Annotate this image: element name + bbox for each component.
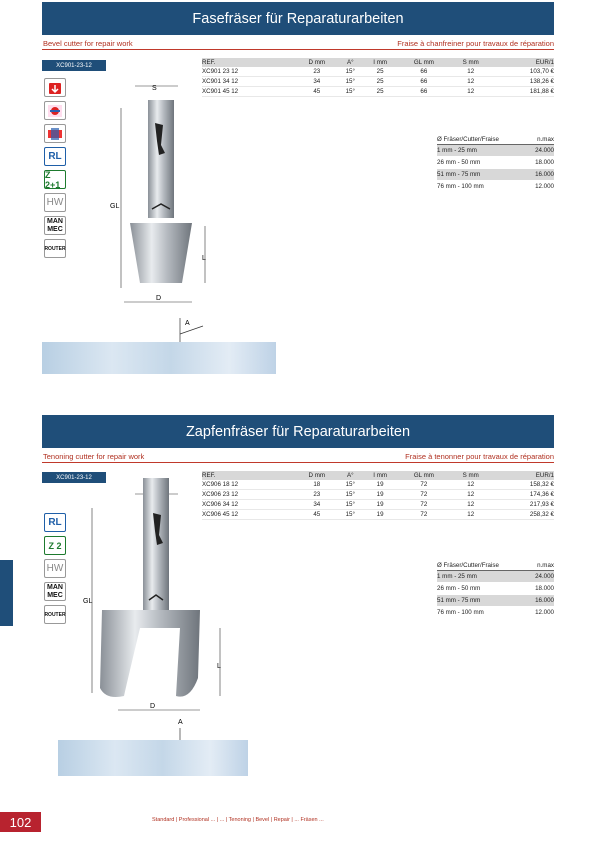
cell-a: 15° [338,490,362,500]
speed-col-nmax: n.max [527,560,554,571]
cell-gl: 72 [398,510,450,520]
rotation-rl-icon: RL [44,513,66,532]
dim-gl-label: GL [83,598,93,605]
cell-ref: XC906 45 12 [202,510,295,520]
table-row [202,480,554,490]
speed-row [437,157,554,169]
cell-price: 217,93 € [492,500,554,510]
table-row [202,77,554,87]
cell-price: 103,70 € [492,67,554,77]
section2-speed-table [437,560,554,619]
cell-d: 18 [295,480,338,490]
cutter-type-icon [44,101,66,120]
dim-d-label: D [150,703,156,710]
section1-title: Fasefräser für Reparaturarbeiten [42,2,554,35]
cell-ref: XC906 34 12 [202,500,295,510]
speed-value: 16.000 [527,595,554,607]
table-row [202,510,554,520]
cell-gl: 72 [398,490,450,500]
section1-speed-table [437,134,554,193]
dim-a-label: A [185,320,190,327]
chapter-side-tab [0,560,13,626]
speed-row [437,571,554,583]
cell-i: 19 [362,510,398,520]
col-d: D mm [295,58,338,67]
teeth-count-icon: Z 2 [44,536,66,555]
cell-s: 12 [450,87,492,97]
cell-s: 12 [450,480,492,490]
section2-product-table [202,471,554,520]
wood-type-icon [44,124,66,143]
col-i: I mm [362,471,398,480]
section2-subtitle-fr: Fraise à tenonner pour travaux de réparation [405,452,554,461]
col-d: D mm [295,471,338,480]
cell-d: 34 [295,500,338,510]
table-header-row [202,58,554,67]
speed-range: 76 mm - 100 mm [437,607,527,619]
col-gl: GL mm [398,471,450,480]
speed-value: 12.000 [527,607,554,619]
speed-range: 1 mm - 25 mm [437,145,527,157]
col-ref: REF. [202,58,295,67]
cell-price: 158,32 € [492,480,554,490]
cell-a: 15° [338,510,362,520]
tenoning-cutter-drawing [80,478,230,743]
cell-s: 12 [450,510,492,520]
cell-ref: XC906 23 12 [202,490,295,500]
speed-row [437,607,554,619]
speed-col-diameter: Ø Fräser/Cutter/Fraise [437,134,527,145]
cell-gl: 66 [398,87,450,97]
table-row [202,87,554,97]
cell-gl: 66 [398,77,450,87]
cell-a: 15° [338,480,362,490]
speed-value: 24.000 [527,571,554,583]
cell-ref: XC901 23 12 [202,67,295,77]
col-a: A° [338,471,362,480]
dim-a-label: A [178,719,183,726]
cell-gl: 66 [398,67,450,77]
section2-divider [42,462,554,463]
cell-price: 138,26 € [492,77,554,87]
hw-material-icon: HW [44,559,66,578]
section2-icons [44,513,68,628]
router-icon: ROUTER [44,239,66,258]
dim-l-label: L [202,255,206,262]
section1-product-table [202,58,554,97]
cell-d: 23 [295,67,338,77]
col-i: I mm [362,58,398,67]
dim-d-label: D [156,295,162,302]
table-row [202,500,554,510]
cell-d: 34 [295,77,338,87]
cell-a: 15° [338,500,362,510]
speed-row [437,583,554,595]
section1-subtitle-en: Bevel cutter for repair work [43,39,133,48]
cell-ref: XC906 18 12 [202,480,295,490]
speed-range: 76 mm - 100 mm [437,181,527,193]
speed-row [437,595,554,607]
cell-i: 19 [362,480,398,490]
cell-i: 19 [362,490,398,500]
cell-ref: XC901 45 12 [202,87,295,97]
col-s: S mm [450,58,492,67]
workpiece-wood [42,342,276,374]
dim-l-label: L [217,663,221,670]
col-s: S mm [450,471,492,480]
speed-row [437,169,554,181]
cell-gl: 72 [398,480,450,490]
speed-row [437,145,554,157]
bevel-cutter-drawing [100,78,220,378]
section2-title: Zapfenfräser für Reparaturarbeiten [42,415,554,448]
hw-material-icon: HW [44,193,66,212]
page-footer: Standard | Professional ... | ... | Tenoning | Bevel | Repair | ... Fräsen ... [152,817,324,823]
col-price: EUR/1 [492,471,554,480]
table-header-row [202,471,554,480]
col-price: EUR/1 [492,58,554,67]
speed-range: 26 mm - 50 mm [437,583,527,595]
speed-value: 16.000 [527,169,554,181]
fire-warning-icon [44,78,66,97]
teeth-count-icon: Z 2+1 [44,170,66,189]
speed-range: 1 mm - 25 mm [437,571,527,583]
col-ref: REF. [202,471,295,480]
col-a: A° [338,58,362,67]
cell-d: 45 [295,510,338,520]
section1-subtitle-fr: Fraise à chanfreiner pour travaux de réparation [397,39,554,48]
cell-a: 15° [338,67,362,77]
speed-value: 12.000 [527,181,554,193]
col-gl: GL mm [398,58,450,67]
cell-i: 19 [362,500,398,510]
cell-price: 174,36 € [492,490,554,500]
workpiece-wood [58,740,248,776]
cell-d: 23 [295,490,338,500]
cell-a: 15° [338,77,362,87]
section1-divider [42,49,554,50]
cell-s: 12 [450,490,492,500]
cell-i: 25 [362,87,398,97]
table-row [202,67,554,77]
section1-icons [44,78,68,262]
cell-s: 12 [450,77,492,87]
cell-a: 15° [338,87,362,97]
cell-i: 25 [362,67,398,77]
speed-range: 51 mm - 75 mm [437,595,527,607]
cell-d: 45 [295,87,338,97]
speed-value: 24.000 [527,145,554,157]
section2-code-tag: XC901-23-12 [42,472,106,483]
cell-price: 258,32 € [492,510,554,520]
router-icon: ROUTER [44,605,66,624]
cell-i: 25 [362,77,398,87]
speed-col-diameter: Ø Fräser/Cutter/Fraise [437,560,527,571]
section1-code-tag: XC901-23-12 [42,60,106,71]
section2-subtitle-en: Tenoning cutter for repair work [43,452,145,461]
speed-value: 18.000 [527,583,554,595]
dim-gl-label: GL [110,203,120,210]
table-row [202,490,554,500]
rotation-rl-icon: RL [44,147,66,166]
dim-s-label: S [152,85,157,92]
speed-value: 18.000 [527,157,554,169]
cell-ref: XC901 34 12 [202,77,295,87]
cell-gl: 72 [398,500,450,510]
cell-price: 181,88 € [492,87,554,97]
speed-col-nmax: n.max [527,134,554,145]
speed-range: 51 mm - 75 mm [437,169,527,181]
speed-row [437,181,554,193]
speed-range: 26 mm - 50 mm [437,157,527,169]
man-mec-icon: MAN MEC [44,582,66,601]
cell-s: 12 [450,500,492,510]
man-mec-icon: MAN MEC [44,216,66,235]
page-number: 102 [0,812,41,832]
cell-s: 12 [450,67,492,77]
